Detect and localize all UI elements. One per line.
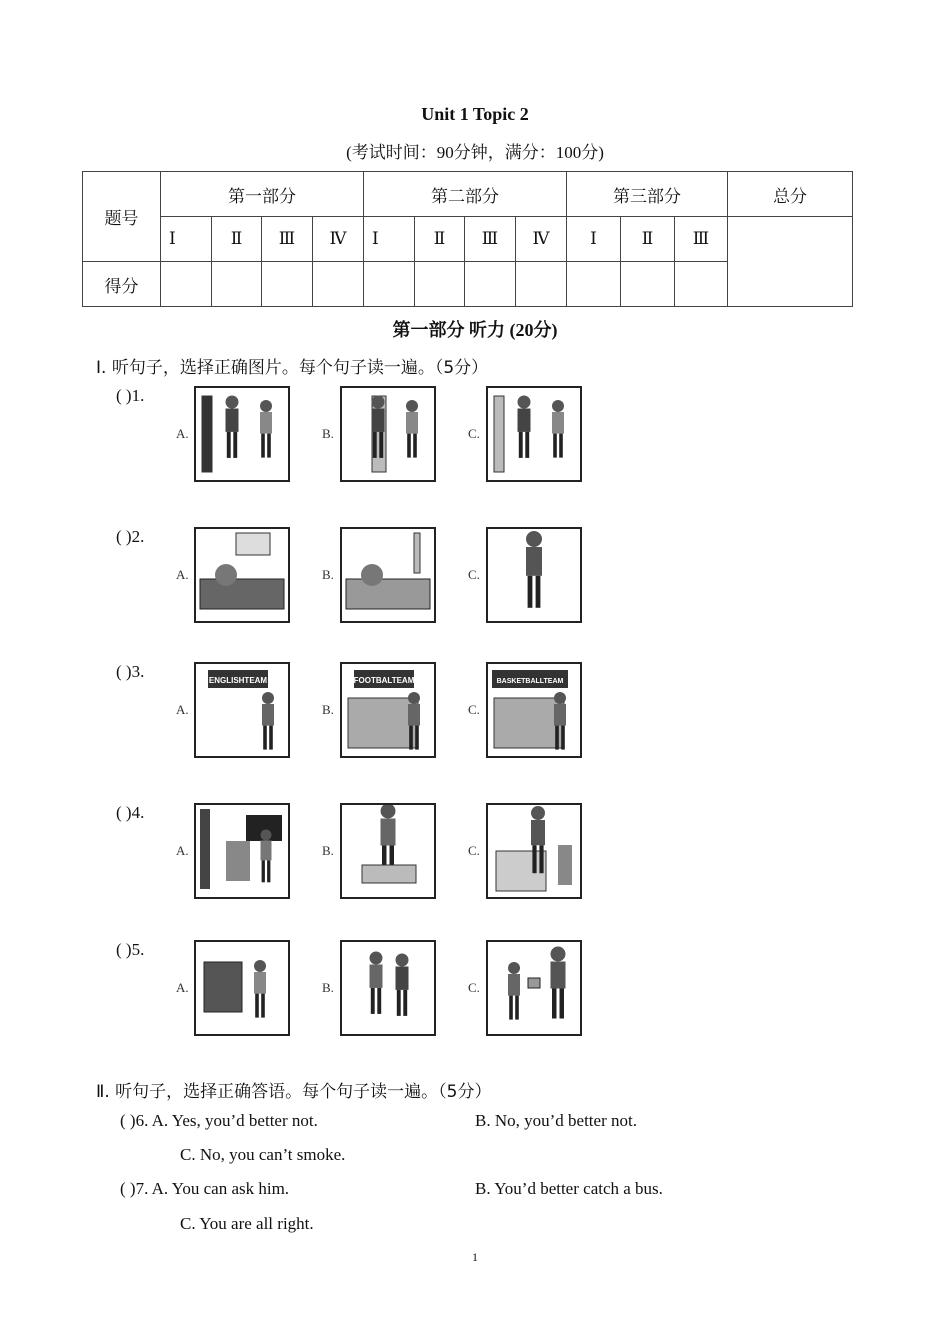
person-figure bbox=[262, 692, 274, 750]
total-score-cell[interactable] bbox=[728, 217, 853, 307]
team-sign-text: FOOTBALTEAM bbox=[353, 676, 415, 685]
part1-heading: 第一部分 听力 (20分) bbox=[392, 320, 558, 340]
option-letter-a: A. bbox=[176, 980, 189, 995]
question-number-5[interactable]: ( )5. bbox=[116, 940, 145, 959]
score-cell[interactable] bbox=[364, 262, 415, 307]
group-part1: 第一部分 bbox=[161, 172, 364, 217]
picture-illustration bbox=[488, 664, 580, 756]
picture-illustration bbox=[488, 942, 580, 1034]
people-interaction-icon[interactable] bbox=[340, 940, 436, 1036]
section2-instruction: Ⅱ. 听句子，选择正确答语。每个句子读一遍。（5分） bbox=[96, 1082, 492, 1102]
roman-cell: Ⅲ bbox=[465, 217, 516, 262]
people-interaction-icon[interactable] bbox=[194, 940, 290, 1036]
q6-option-c: C. No, you can’t smoke. bbox=[180, 1145, 346, 1164]
q7-option-c: C. You are all right. bbox=[180, 1214, 314, 1233]
option-letter-c: C. bbox=[468, 843, 480, 858]
option-letter-b: B. bbox=[322, 426, 334, 441]
team-sign-text: ENGLISHTEAM bbox=[208, 676, 268, 685]
total-header: 总分 bbox=[728, 172, 853, 217]
people-at-door-icon[interactable] bbox=[486, 386, 582, 482]
q7-stem: ( )7. A. You can ask him. bbox=[120, 1179, 290, 1198]
person-figure bbox=[526, 531, 542, 608]
score-cell[interactable] bbox=[262, 262, 313, 307]
group-part3: 第三部分 bbox=[567, 172, 728, 217]
boy-activity-icon[interactable] bbox=[486, 803, 582, 899]
score-table bbox=[82, 171, 853, 307]
person-figure bbox=[508, 962, 520, 1020]
person-figure bbox=[396, 954, 409, 1016]
people-at-door-icon[interactable] bbox=[194, 386, 290, 482]
score-cell[interactable] bbox=[465, 262, 516, 307]
question-number-2[interactable]: ( )2. bbox=[116, 527, 145, 546]
team-sign-text: BASKETBALLTEAM bbox=[496, 678, 564, 685]
picture-illustration bbox=[196, 942, 288, 1034]
option-letter-b: B. bbox=[322, 980, 334, 995]
score-cell[interactable] bbox=[415, 262, 465, 307]
team-sign-icon[interactable] bbox=[486, 662, 582, 758]
picture-illustration bbox=[342, 942, 434, 1034]
person-figure bbox=[370, 952, 383, 1014]
option-letter-b: B. bbox=[322, 843, 334, 858]
roman-cell: Ⅲ bbox=[262, 217, 313, 262]
score-cell[interactable] bbox=[212, 262, 262, 307]
q6-stem: ( )6. A. Yes, you’d better not. bbox=[120, 1111, 318, 1130]
sick-in-bed-icon[interactable] bbox=[194, 527, 290, 623]
option-letter-c: C. bbox=[468, 980, 480, 995]
roman-cell: Ⅱ bbox=[212, 217, 262, 262]
picture-illustration bbox=[196, 805, 288, 897]
score-cell[interactable] bbox=[675, 262, 728, 307]
picture-illustration bbox=[342, 529, 434, 621]
picture-illustration bbox=[488, 529, 580, 621]
score-cell[interactable] bbox=[567, 262, 621, 307]
person-figure bbox=[552, 400, 564, 458]
question-number-3[interactable]: ( )3. bbox=[116, 662, 145, 681]
roman-cell: Ⅱ bbox=[621, 217, 675, 262]
person-figure bbox=[226, 396, 239, 458]
picture-illustration bbox=[342, 664, 434, 756]
document-title: Unit 1 Topic 2 bbox=[421, 104, 529, 124]
option-letter-a: A. bbox=[176, 702, 189, 717]
person-figure bbox=[261, 830, 272, 883]
score-cell[interactable] bbox=[313, 262, 364, 307]
person-figure bbox=[518, 396, 531, 458]
score-cell[interactable] bbox=[516, 262, 567, 307]
picture-illustration bbox=[342, 388, 434, 480]
roman-cell: Ⅲ bbox=[675, 217, 728, 262]
picture-illustration bbox=[196, 529, 288, 621]
picture-illustration bbox=[196, 388, 288, 480]
people-at-door-icon[interactable] bbox=[340, 386, 436, 482]
boy-activity-icon[interactable] bbox=[340, 803, 436, 899]
option-letter-b: B. bbox=[322, 702, 334, 717]
person-figure bbox=[406, 400, 418, 458]
team-sign-icon[interactable] bbox=[194, 662, 290, 758]
question-number-1[interactable]: ( )1. bbox=[116, 386, 145, 405]
score-cell[interactable] bbox=[621, 262, 675, 307]
roman-cell: Ⅰ bbox=[161, 217, 212, 262]
row-label-question: 题号 bbox=[83, 172, 161, 262]
sick-in-bed-icon[interactable] bbox=[340, 527, 436, 623]
page-number: 1 bbox=[472, 1250, 478, 1264]
option-letter-c: C. bbox=[468, 567, 480, 582]
section1-instruction: Ⅰ. 听句子，选择正确图片。每个句子读一遍。（5分） bbox=[96, 358, 489, 378]
boy-activity-icon[interactable] bbox=[194, 803, 290, 899]
score-cell[interactable] bbox=[161, 262, 212, 307]
sick-in-bed-icon[interactable] bbox=[486, 527, 582, 623]
team-sign-icon[interactable] bbox=[340, 662, 436, 758]
option-letter-a: A. bbox=[176, 567, 189, 582]
option-letter-b: B. bbox=[322, 567, 334, 582]
person-figure bbox=[551, 947, 566, 1019]
person-figure bbox=[254, 960, 266, 1018]
people-interaction-icon[interactable] bbox=[486, 940, 582, 1036]
person-figure bbox=[260, 400, 272, 458]
option-letter-a: A. bbox=[176, 426, 189, 441]
picture-illustration bbox=[196, 664, 288, 756]
picture-illustration bbox=[342, 805, 434, 897]
q6-option-b: B. No, you’d better not. bbox=[475, 1111, 637, 1130]
group-part2: 第二部分 bbox=[364, 172, 567, 217]
exam-info: (考试时间：90分钟，满分：100分) bbox=[346, 143, 604, 162]
roman-cell: Ⅳ bbox=[516, 217, 567, 262]
option-letter-a: A. bbox=[176, 843, 189, 858]
picture-illustration bbox=[488, 388, 580, 480]
roman-cell: Ⅰ bbox=[364, 217, 415, 262]
option-letter-c: C. bbox=[468, 702, 480, 717]
roman-cell: Ⅳ bbox=[313, 217, 364, 262]
roman-cell: Ⅰ bbox=[567, 217, 621, 262]
q7-option-b: B. You’d better catch a bus. bbox=[475, 1179, 663, 1198]
row-label-score: 得分 bbox=[83, 262, 161, 307]
option-letter-c: C. bbox=[468, 426, 480, 441]
question-number-4[interactable]: ( )4. bbox=[116, 803, 145, 822]
picture-illustration bbox=[488, 805, 580, 897]
roman-cell: Ⅱ bbox=[415, 217, 465, 262]
